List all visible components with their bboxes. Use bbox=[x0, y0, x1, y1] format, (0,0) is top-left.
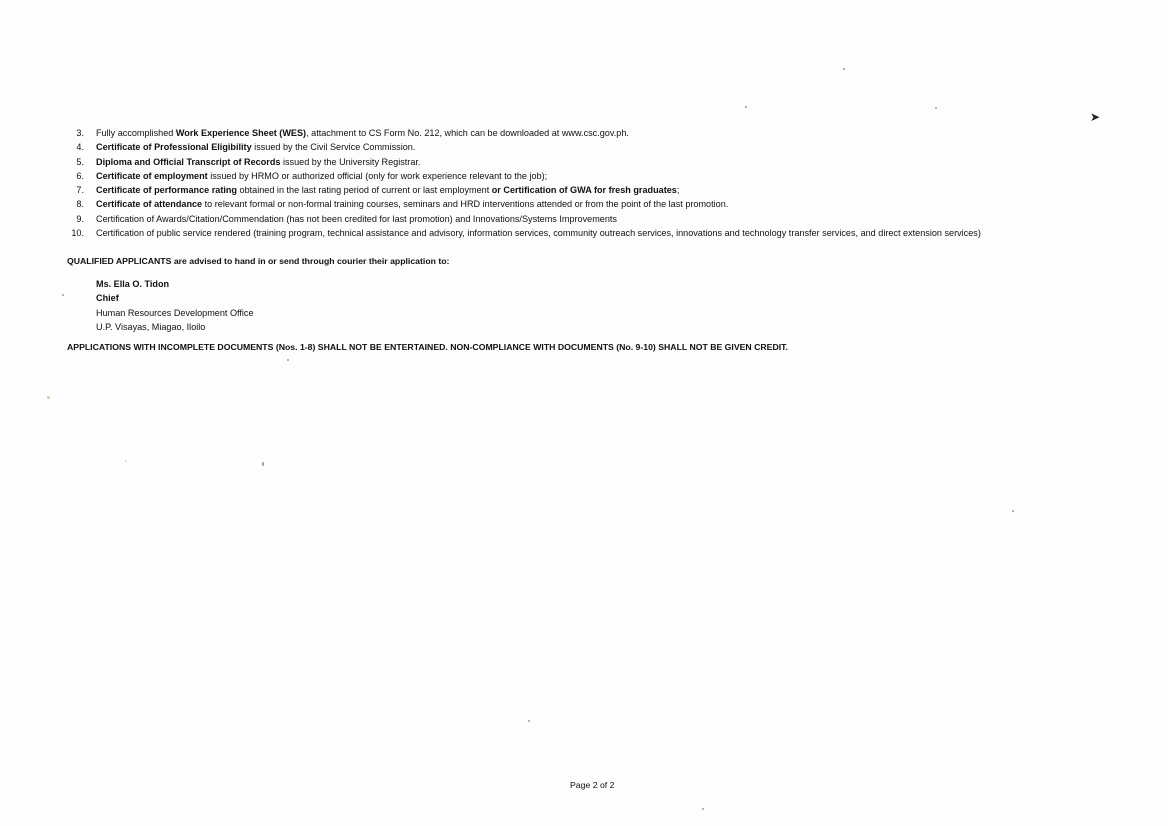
item-number: 5 . bbox=[64, 155, 84, 169]
item-number: 7 . bbox=[64, 183, 84, 197]
scan-speck bbox=[745, 106, 747, 108]
item-number: 8 . bbox=[64, 197, 84, 211]
requirements-list bbox=[64, 126, 1154, 240]
scan-mark-icon: ➤ bbox=[1090, 110, 1101, 124]
list-item: 7 . Certificate of performance rating obtained in the last rating period of current or last employment or Certification of GWA for fresh graduates; bbox=[64, 183, 1154, 197]
item-number: 9 . bbox=[64, 212, 84, 226]
item-number: 6 . bbox=[64, 169, 84, 183]
scan-speck bbox=[47, 396, 50, 399]
list-item: 5 . Diploma and Official Transcript of Records issued by the University Registrar. bbox=[64, 155, 1154, 169]
recipient-position: Chief bbox=[96, 293, 119, 304]
list-item: 10 . Certification of public service rendered (training program, technical assistance and advisory, information services, community outreach services, innovations and technology transfer services, and direct extension services) bbox=[64, 226, 1154, 240]
scan-speck bbox=[262, 462, 264, 466]
list-item: 4 . Certificate of Professional Eligibility issued by the Civil Service Commission. bbox=[64, 140, 1154, 154]
recipient-location: U.P. Visayas, Miagao, Iloilo bbox=[96, 321, 206, 332]
scan-speck bbox=[287, 359, 289, 361]
scan-speck bbox=[935, 107, 937, 109]
recipient-address bbox=[96, 277, 254, 334]
recipient-office: Human Resources Development Office bbox=[96, 307, 254, 318]
scan-speck bbox=[1012, 510, 1014, 512]
application-notice: QUALIFIED APPLICANTS are advised to hand in or send through courier their application to: bbox=[67, 256, 450, 266]
list-item: 3 . Fully accomplished Work Experience Sheet (WES), attachment to CS Form No. 212, which can be downloaded at www.csc.gov.ph. bbox=[64, 126, 1154, 140]
scan-speck bbox=[528, 720, 530, 722]
incomplete-documents-warning: APPLICATIONS WITH INCOMPLETE DOCUMENTS (Nos. 1-8) SHALL NOT BE ENTERTAINED. NON-COMPLIANCE WITH DOCUMENTS (No. 9-10) SHALL NOT BE GIVEN CREDIT. bbox=[67, 342, 788, 352]
scan-speck bbox=[702, 808, 704, 810]
item-number: 10 . bbox=[64, 226, 84, 240]
list-item: 9 . Certification of Awards/Citation/Commendation (has not been credited for last promotion) and Innovations/Systems Improvements bbox=[64, 212, 1154, 226]
item-number: 4 . bbox=[64, 140, 84, 154]
scan-speck bbox=[62, 294, 64, 296]
scan-speck bbox=[843, 68, 845, 70]
list-item: 8 . Certificate of attendance to relevant formal or non-formal training courses, seminars and HRD interventions attended or from the point of the last promotion. bbox=[64, 197, 1154, 211]
recipient-name: Ms. Ella O. Tidon bbox=[96, 279, 170, 289]
page-number: Page 2 of 2 bbox=[570, 780, 615, 790]
scan-speck bbox=[125, 460, 127, 462]
list-item: 6 . Certificate of employment issued by HRMO or authorized official (only for work experience relevant to the job); bbox=[64, 169, 1154, 183]
item-number: 3 . bbox=[64, 126, 84, 140]
